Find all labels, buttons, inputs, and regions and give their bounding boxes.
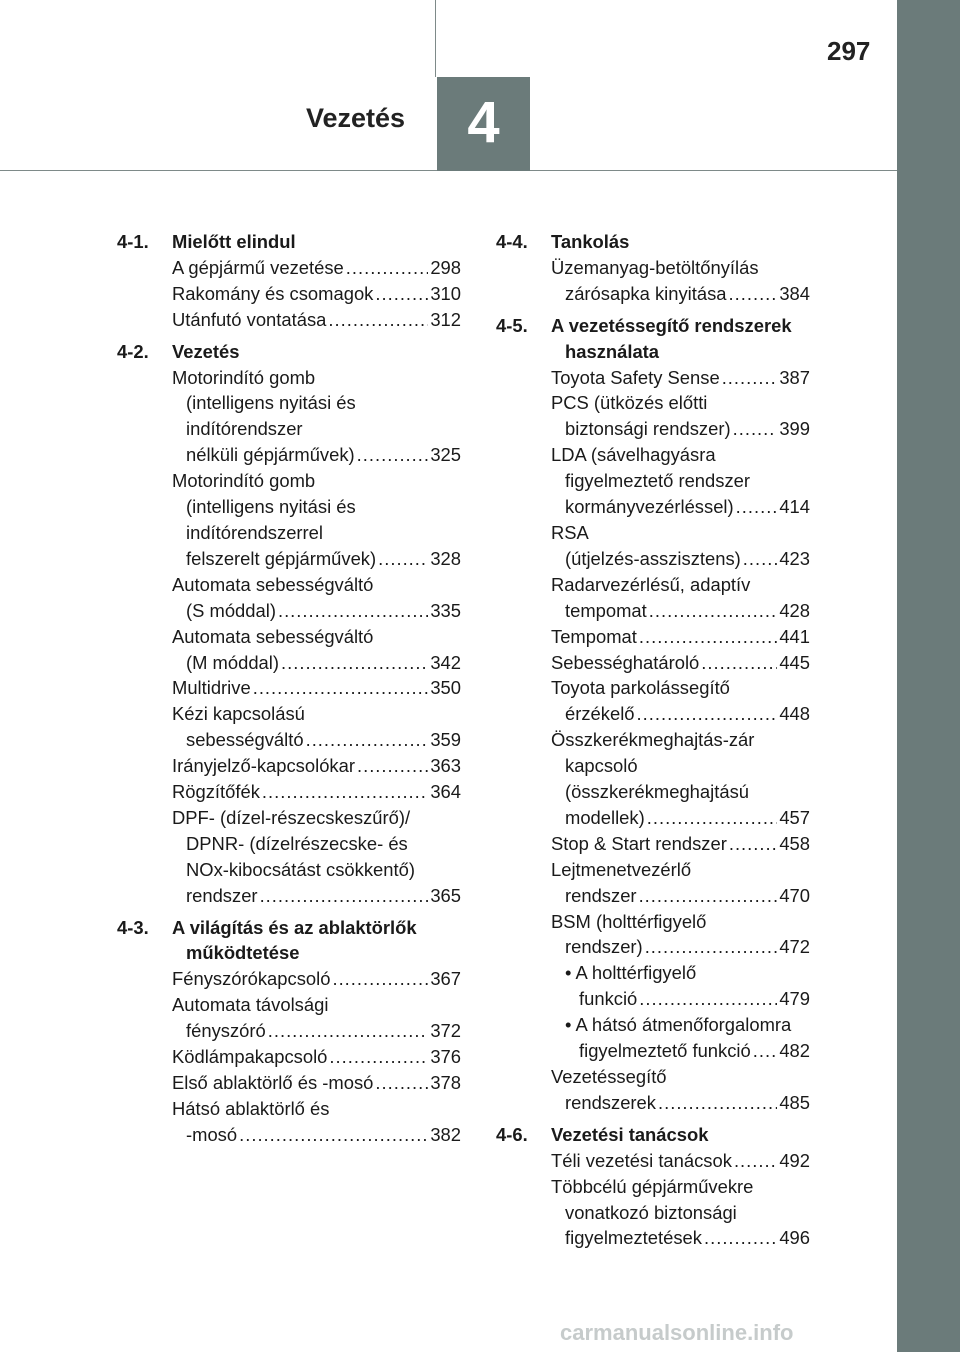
entry-text: Multidrive <box>172 677 251 699</box>
section-title <box>172 229 461 255</box>
entry-leader-line <box>565 986 810 1012</box>
entry-leader-line <box>551 1090 810 1116</box>
entry-text: Rakomány és csomagok <box>172 282 374 304</box>
leader-dots <box>357 442 429 468</box>
entry-text: fényszóró <box>186 1020 266 1042</box>
entry-leader-line <box>551 365 810 391</box>
section-number: 4-6. <box>496 1123 528 1145</box>
entry-text: modellek) <box>565 806 645 828</box>
entry-line: Automata sebességváltó <box>172 573 374 595</box>
toc-entry[interactable] <box>172 624 461 676</box>
entry-leader-line <box>172 307 461 333</box>
entry-text: (S móddal) <box>186 599 276 621</box>
toc-entry[interactable] <box>551 520 810 572</box>
header-vertical-divider <box>435 0 436 77</box>
entry-line: Összkerékmeghajtás-zár <box>551 729 755 751</box>
entry-text: rendszer) <box>565 936 643 958</box>
page-ref: 376 <box>430 1046 461 1068</box>
leader-dots <box>253 675 429 701</box>
entry-leader-line <box>172 1122 461 1148</box>
entry-text: Irányjelző-kapcsolókar <box>172 755 355 777</box>
entry-line: (intelligens nyitási és <box>186 392 356 414</box>
page-ref: 372 <box>430 1020 461 1042</box>
page-ref: 387 <box>779 366 810 388</box>
page-ref: 448 <box>779 703 810 725</box>
section-title-line: használata <box>565 340 660 362</box>
leader-dots <box>639 986 777 1012</box>
page-ref: 470 <box>779 884 810 906</box>
entry-leader-line <box>172 1044 461 1070</box>
entry-leader-line <box>551 831 810 857</box>
entry-line: RSA <box>551 521 589 543</box>
toc-entry[interactable] <box>172 992 461 1044</box>
entry-leader-line <box>551 598 810 624</box>
toc-column-right <box>496 229 810 1257</box>
section-heading[interactable] <box>117 915 461 967</box>
leader-dots <box>639 883 778 909</box>
leader-dots <box>260 883 429 909</box>
toc-entry[interactable] <box>172 779 461 805</box>
section-title-line: Vezetés <box>172 340 240 362</box>
entry-text: Téli vezetési tanácsok <box>551 1149 732 1171</box>
toc-entry[interactable] <box>565 960 810 1012</box>
page-ref: 342 <box>430 651 461 673</box>
toc-entry[interactable] <box>551 831 810 857</box>
entry-leader-line <box>172 650 461 676</box>
page-ref: 457 <box>779 806 810 828</box>
leader-dots <box>278 598 428 624</box>
toc-entry[interactable] <box>551 255 810 307</box>
entry-text: sebességváltó <box>186 729 304 751</box>
entry-leader-line <box>172 255 461 281</box>
page-ref: 399 <box>779 418 810 440</box>
page-ref: 378 <box>430 1072 461 1093</box>
section-number: 4-3. <box>117 916 149 938</box>
entry-line: figyelmeztető rendszer <box>565 470 751 492</box>
leader-dots <box>268 1018 429 1044</box>
entry-text: Sebességhatároló <box>551 651 700 673</box>
entry-text: figyelmeztetések <box>565 1227 702 1249</box>
page-ref: 441 <box>779 625 810 647</box>
leader-dots <box>306 727 429 753</box>
page-ref: 312 <box>430 308 461 330</box>
entry-leader-line <box>551 934 810 960</box>
page-ref: 363 <box>430 755 461 777</box>
entry-line: NOx-kibocsátást csökkentő) <box>186 858 415 880</box>
leader-dots <box>736 494 778 520</box>
entry-leader-line <box>551 546 810 572</box>
page-ref: 485 <box>779 1091 810 1113</box>
toc-entry[interactable] <box>172 365 461 469</box>
leader-dots <box>329 1044 428 1070</box>
entry-text: kormányvezérléssel) <box>565 496 734 518</box>
entry-leader-line <box>551 281 810 307</box>
page-ref: 496 <box>779 1227 810 1249</box>
leader-dots <box>753 1038 778 1064</box>
entry-text: felszerelt gépjárművek) <box>186 547 377 569</box>
entry-leader-line <box>551 650 810 676</box>
chapter-number: 4 <box>467 90 500 155</box>
section-title-line: Mielőtt elindul <box>172 231 296 252</box>
entry-leader-line <box>172 598 461 624</box>
chapter-side-band <box>897 0 960 1352</box>
page-ref: 298 <box>430 256 461 278</box>
toc-entry[interactable] <box>551 624 810 650</box>
leader-dots <box>722 365 778 391</box>
section-number: 4-4. <box>496 231 528 252</box>
section-title-line: A világítás és az ablaktörlők <box>172 916 417 938</box>
toc-entry[interactable] <box>551 442 810 520</box>
toc-entry[interactable] <box>551 857 810 909</box>
entry-leader-line <box>565 1038 810 1064</box>
entry-line: • A hátsó átmenőforgalomra <box>565 1014 792 1036</box>
toc-entry[interactable] <box>551 572 810 624</box>
leader-dots <box>357 753 428 779</box>
entry-line: (intelligens nyitási és <box>186 496 356 518</box>
leader-dots <box>262 779 428 805</box>
entry-text: -mosó <box>186 1123 238 1145</box>
leader-dots <box>332 966 428 992</box>
entry-line: Motorindító gomb <box>172 366 316 388</box>
entry-text: Tempomat <box>551 625 637 647</box>
leader-dots <box>281 650 428 676</box>
entry-leader-line <box>172 779 461 805</box>
toc-entry[interactable] <box>172 572 461 624</box>
toc-entry[interactable] <box>172 281 461 307</box>
section-title <box>551 229 810 255</box>
page-ref: 428 <box>779 599 810 621</box>
page-ref: 325 <box>430 444 461 466</box>
section-title-line: működtetése <box>186 942 300 964</box>
entry-line: Vezetéssegítő <box>551 1066 667 1087</box>
entry-line: LDA (sávelhagyásra <box>551 444 716 466</box>
page-ref: 365 <box>430 884 461 906</box>
toc-entry[interactable] <box>551 727 810 831</box>
leader-dots <box>743 546 778 572</box>
entry-leader-line <box>551 883 810 909</box>
section-heading[interactable] <box>117 229 461 255</box>
page-ref: 367 <box>430 968 461 990</box>
entry-line: DPNR- (dízelrészecske- és <box>186 832 408 854</box>
entry-leader-line <box>172 546 461 572</box>
entry-line: Automata távolsági <box>172 994 329 1016</box>
entry-text: biztonsági rendszer) <box>565 418 731 440</box>
entry-text: zárósapka kinyitása <box>565 282 727 304</box>
page-ref: 414 <box>779 496 810 518</box>
toc-entry[interactable] <box>172 1070 461 1096</box>
leader-dots <box>645 934 778 960</box>
entry-text: rendszerek <box>565 1091 656 1113</box>
toc-entry[interactable] <box>172 675 461 701</box>
toc-entry[interactable] <box>551 650 810 676</box>
entry-line: BSM (holttérfigyelő <box>551 910 707 932</box>
section-title-line: Vezetési tanácsok <box>551 1123 709 1145</box>
toc-section <box>496 229 810 307</box>
section-title <box>551 1122 810 1148</box>
leader-dots <box>378 546 428 572</box>
page-ref: 328 <box>430 547 461 569</box>
entry-leader-line <box>172 727 461 753</box>
entry-line: Kézi kapcsolású <box>172 703 305 725</box>
entry-text: Stop & Start rendszer <box>551 832 727 854</box>
entry-leader-line <box>551 624 810 650</box>
section-title <box>172 339 461 365</box>
entry-line: indítórendszerrel <box>186 521 323 543</box>
leader-dots <box>729 831 777 857</box>
toc-entry[interactable] <box>172 468 461 572</box>
entry-text: Utánfutó vontatása <box>172 308 327 330</box>
entry-leader-line <box>172 753 461 779</box>
page-ref: 384 <box>779 282 810 304</box>
entry-line: PCS (ütközés előtti <box>551 392 708 414</box>
entry-text: A gépjármű vezetése <box>172 256 344 278</box>
entry-line: Üzemanyag-betöltőnyílás <box>551 256 759 278</box>
toc-entry[interactable] <box>172 805 461 909</box>
entry-text: tempomat <box>565 599 647 621</box>
section-heading[interactable] <box>496 313 810 365</box>
entry-text: figyelmeztető funkció <box>579 1040 751 1062</box>
entry-line: vonatkozó biztonsági <box>565 1201 737 1223</box>
entry-text: Toyota Safety Sense <box>551 366 720 388</box>
leader-dots <box>346 255 429 281</box>
entry-line: • A holttérfigyelő <box>565 962 697 984</box>
entry-text: nélküli gépjárművek) <box>186 444 355 466</box>
page-ref: 382 <box>430 1123 461 1145</box>
toc-section <box>117 915 461 1148</box>
toc-section <box>117 229 461 333</box>
leader-dots <box>734 1148 777 1174</box>
section-number: 4-1. <box>117 231 149 252</box>
toc-entry[interactable] <box>172 255 461 281</box>
watermark: carmanualsonline.info <box>560 1320 794 1345</box>
toc-entry[interactable] <box>565 1012 810 1064</box>
page-ref: 359 <box>430 729 461 751</box>
leader-dots <box>649 598 778 624</box>
page-ref: 482 <box>779 1040 810 1062</box>
entry-leader-line <box>172 675 461 701</box>
leader-dots <box>704 1225 777 1251</box>
entry-line: Motorindító gomb <box>172 470 316 492</box>
entry-line: Radarvezérlésű, adaptív <box>551 573 751 595</box>
entry-text: (M móddal) <box>186 651 279 673</box>
toc-column-left <box>117 229 461 1154</box>
section-title-line: Tankolás <box>551 231 630 252</box>
toc-entry[interactable] <box>551 1148 810 1174</box>
toc-entry[interactable] <box>551 1064 810 1116</box>
leader-dots <box>733 416 778 442</box>
entry-line: Automata sebességváltó <box>172 625 374 647</box>
page-ref: 445 <box>779 651 810 673</box>
toc-entry[interactable] <box>172 1096 461 1148</box>
section-heading[interactable] <box>117 339 461 365</box>
entry-text: érzékelő <box>565 703 635 725</box>
leader-dots <box>375 1070 428 1096</box>
entry-line: Hátsó ablaktörlő és <box>172 1097 330 1119</box>
entry-leader-line <box>172 281 461 307</box>
leader-dots <box>637 701 778 727</box>
page-ref: 492 <box>779 1149 810 1171</box>
entry-line: kapcsoló <box>565 755 638 777</box>
toc-entry[interactable] <box>551 909 810 961</box>
leader-dots <box>639 624 777 650</box>
leader-dots <box>701 650 777 676</box>
toc-entry[interactable] <box>172 307 461 333</box>
section-number: 4-2. <box>117 340 149 362</box>
entry-line: Többcélú gépjárművekre <box>551 1175 754 1197</box>
toc-entry[interactable] <box>172 966 461 992</box>
entry-text: (útjelzés-asszisztens) <box>565 547 741 569</box>
page-ref: 472 <box>779 936 810 958</box>
entry-leader-line <box>551 1225 810 1251</box>
leader-dots <box>328 307 428 333</box>
page-ref: 423 <box>779 547 810 569</box>
entry-leader-line <box>551 416 810 442</box>
section-heading[interactable] <box>496 229 810 255</box>
page-number: 297 <box>827 36 871 66</box>
entry-leader-line <box>551 494 810 520</box>
section-number: 4-5. <box>496 314 528 336</box>
section-title-line: A vezetéssegítő rendszerek <box>551 314 792 336</box>
chapter-number-box <box>437 77 530 171</box>
toc-entry[interactable] <box>172 701 461 753</box>
entry-line: indítórendszer <box>186 418 303 440</box>
leader-dots <box>375 281 428 307</box>
entry-text: Ködlámpakapcsoló <box>172 1046 328 1068</box>
leader-dots <box>729 281 778 307</box>
entry-leader-line <box>172 1070 461 1096</box>
leader-dots <box>658 1090 777 1116</box>
entry-leader-line <box>172 883 461 909</box>
toc-entry[interactable] <box>172 1044 461 1070</box>
entry-line: DPF- (dízel-részecskeszűrő)/ <box>172 806 411 828</box>
page-ref: 458 <box>779 832 810 854</box>
toc-entry[interactable] <box>551 365 810 391</box>
entry-text: rendszer <box>186 884 258 906</box>
toc-section <box>496 313 810 1116</box>
entry-text: Első ablaktörlő és -mosó <box>172 1072 374 1093</box>
entry-text: funkció <box>579 988 638 1010</box>
entry-text: rendszer <box>565 884 637 906</box>
entry-leader-line <box>551 805 810 831</box>
leader-dots <box>239 1122 428 1148</box>
leader-dots <box>647 805 778 831</box>
entry-leader-line <box>172 1018 461 1044</box>
section-title <box>551 313 810 365</box>
section-title <box>172 915 461 967</box>
entry-leader-line <box>551 701 810 727</box>
chapter-title: Vezetés <box>306 103 406 133</box>
toc-entry[interactable] <box>551 1174 810 1252</box>
entry-leader-line <box>172 442 461 468</box>
entry-line: Toyota parkolássegítő <box>551 677 730 699</box>
entry-text: Fényszórókapcsoló <box>172 968 331 990</box>
section-heading[interactable] <box>496 1122 810 1148</box>
page-ref: 310 <box>430 282 461 304</box>
toc-entry[interactable] <box>172 753 461 779</box>
toc-entry[interactable] <box>551 675 810 727</box>
toc-section <box>496 1122 810 1252</box>
page-ref: 364 <box>430 781 461 803</box>
entry-leader-line <box>551 1148 810 1174</box>
entry-line: (összkerékmeghajtású <box>565 781 749 803</box>
page-ref: 479 <box>779 988 810 1010</box>
page-ref: 350 <box>430 677 461 699</box>
page-ref: 335 <box>430 599 461 621</box>
toc-entry[interactable] <box>551 390 810 442</box>
entry-line: Lejtmenetvezérlő <box>551 858 692 880</box>
toc-section <box>117 339 461 909</box>
entry-leader-line <box>172 966 461 992</box>
entry-text: Rögzítőfék <box>172 781 260 803</box>
